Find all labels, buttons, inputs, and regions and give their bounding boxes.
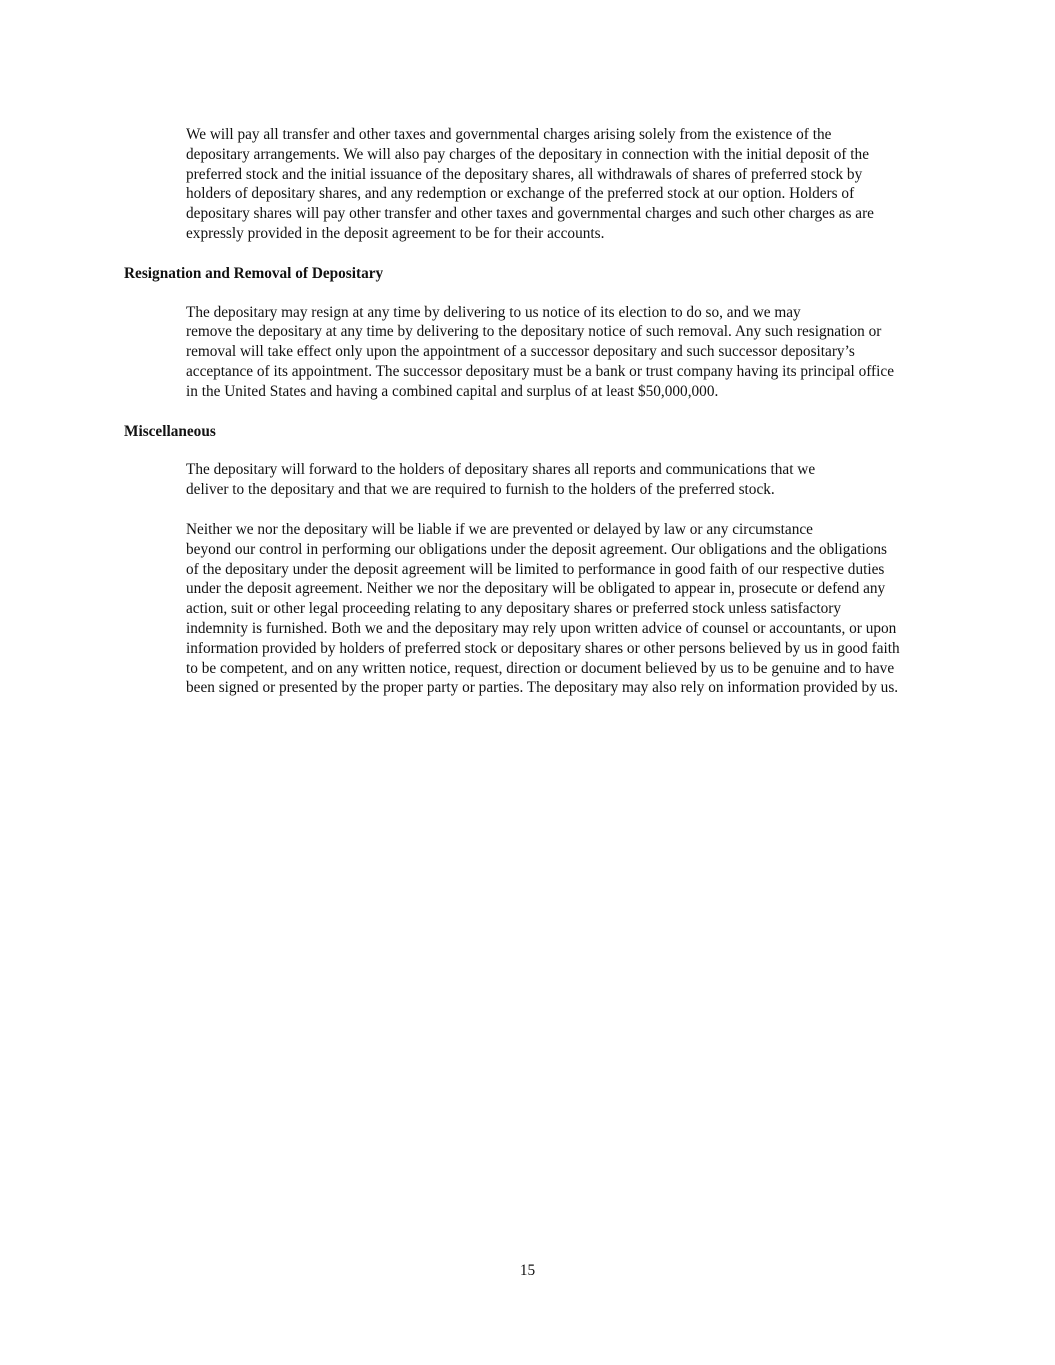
paragraph-forward-reports [124, 460, 932, 500]
document-body [124, 125, 932, 718]
text-line: under the deposit agreement. Neither we nor the depositary will be obligated to appear in, prosecute or defend any [186, 580, 886, 598]
text-line: removal will take effect only upon the appointment of a successor depositary and such successor depositary’s [186, 343, 855, 361]
text-line: Neither we nor the depositary will be liable if we are prevented or delayed by law or any circumstance [186, 520, 813, 538]
text-line: The depositary may resign at any time by delivering to us notice of its election to do so, and we may [186, 303, 801, 321]
text-line: remove the depositary at any time by delivering to the depositary notice of such removal. Any such resignation or [186, 323, 882, 341]
text-line: depositary arrangements. We will also pay charges of the depositary in connection with the initial deposit of the [186, 145, 869, 163]
text-line: in the United States and having a combined capital and surplus of at least $50,000,000. [186, 382, 719, 400]
text-line: We will pay all transfer and other taxes and governmental charges arising solely from the existence of the [186, 126, 832, 143]
text-line: depositary shares will pay other transfer and other taxes and governmental charges and such other charges as are [186, 205, 874, 223]
section-heading-resignation: Resignation and Removal of Depositary [124, 264, 384, 282]
text-line: action, suit or other legal proceeding relating to any depositary shares or preferred stock unless satisfactory [186, 600, 841, 618]
text-line: deliver to the depositary and that we are required to furnish to the holders of the preferred stock. [186, 481, 775, 499]
text-line: information provided by holders of preferred stock or depositary shares or other persons believed by us in good faith [186, 639, 900, 657]
section-heading-miscellaneous: Miscellaneous [124, 422, 216, 440]
text-line: acceptance of its appointment. The successor depositary must be a bank or trust company having its principal office [186, 362, 894, 380]
paragraph-taxes-and-charges [124, 125, 932, 244]
text-line: expressly provided in the deposit agreement to be for their accounts. [186, 224, 605, 242]
paragraph-resignation [124, 303, 932, 402]
text-line: indemnity is furnished. Both we and the depositary may rely upon written advice of counsel or accountants, or upon [186, 619, 897, 637]
text-line: of the depositary under the deposit agreement will be limited to performance in good faith of our respective duties [186, 560, 885, 578]
paragraph-liability [124, 520, 932, 698]
text-line: The depositary will forward to the holders of depositary shares all reports and communications that we [186, 461, 816, 479]
text-line: been signed or presented by the proper party or parties. The depositary may also rely on information provided by us. [186, 679, 899, 697]
text-line: holders of depositary shares, and any redemption or exchange of the preferred stock at our option. Holders of [186, 185, 855, 203]
text-line: beyond our control in performing our obligations under the deposit agreement. Our obligations and the obligations [186, 540, 887, 558]
text-line: preferred stock and the initial issuance of the depositary shares, all withdrawals of shares of preferred stock by [186, 165, 863, 183]
text-line: to be competent, and on any written notice, request, direction or document believed by us to be genuine and to have [186, 659, 895, 677]
page-number: 15 [519, 1262, 536, 1279]
